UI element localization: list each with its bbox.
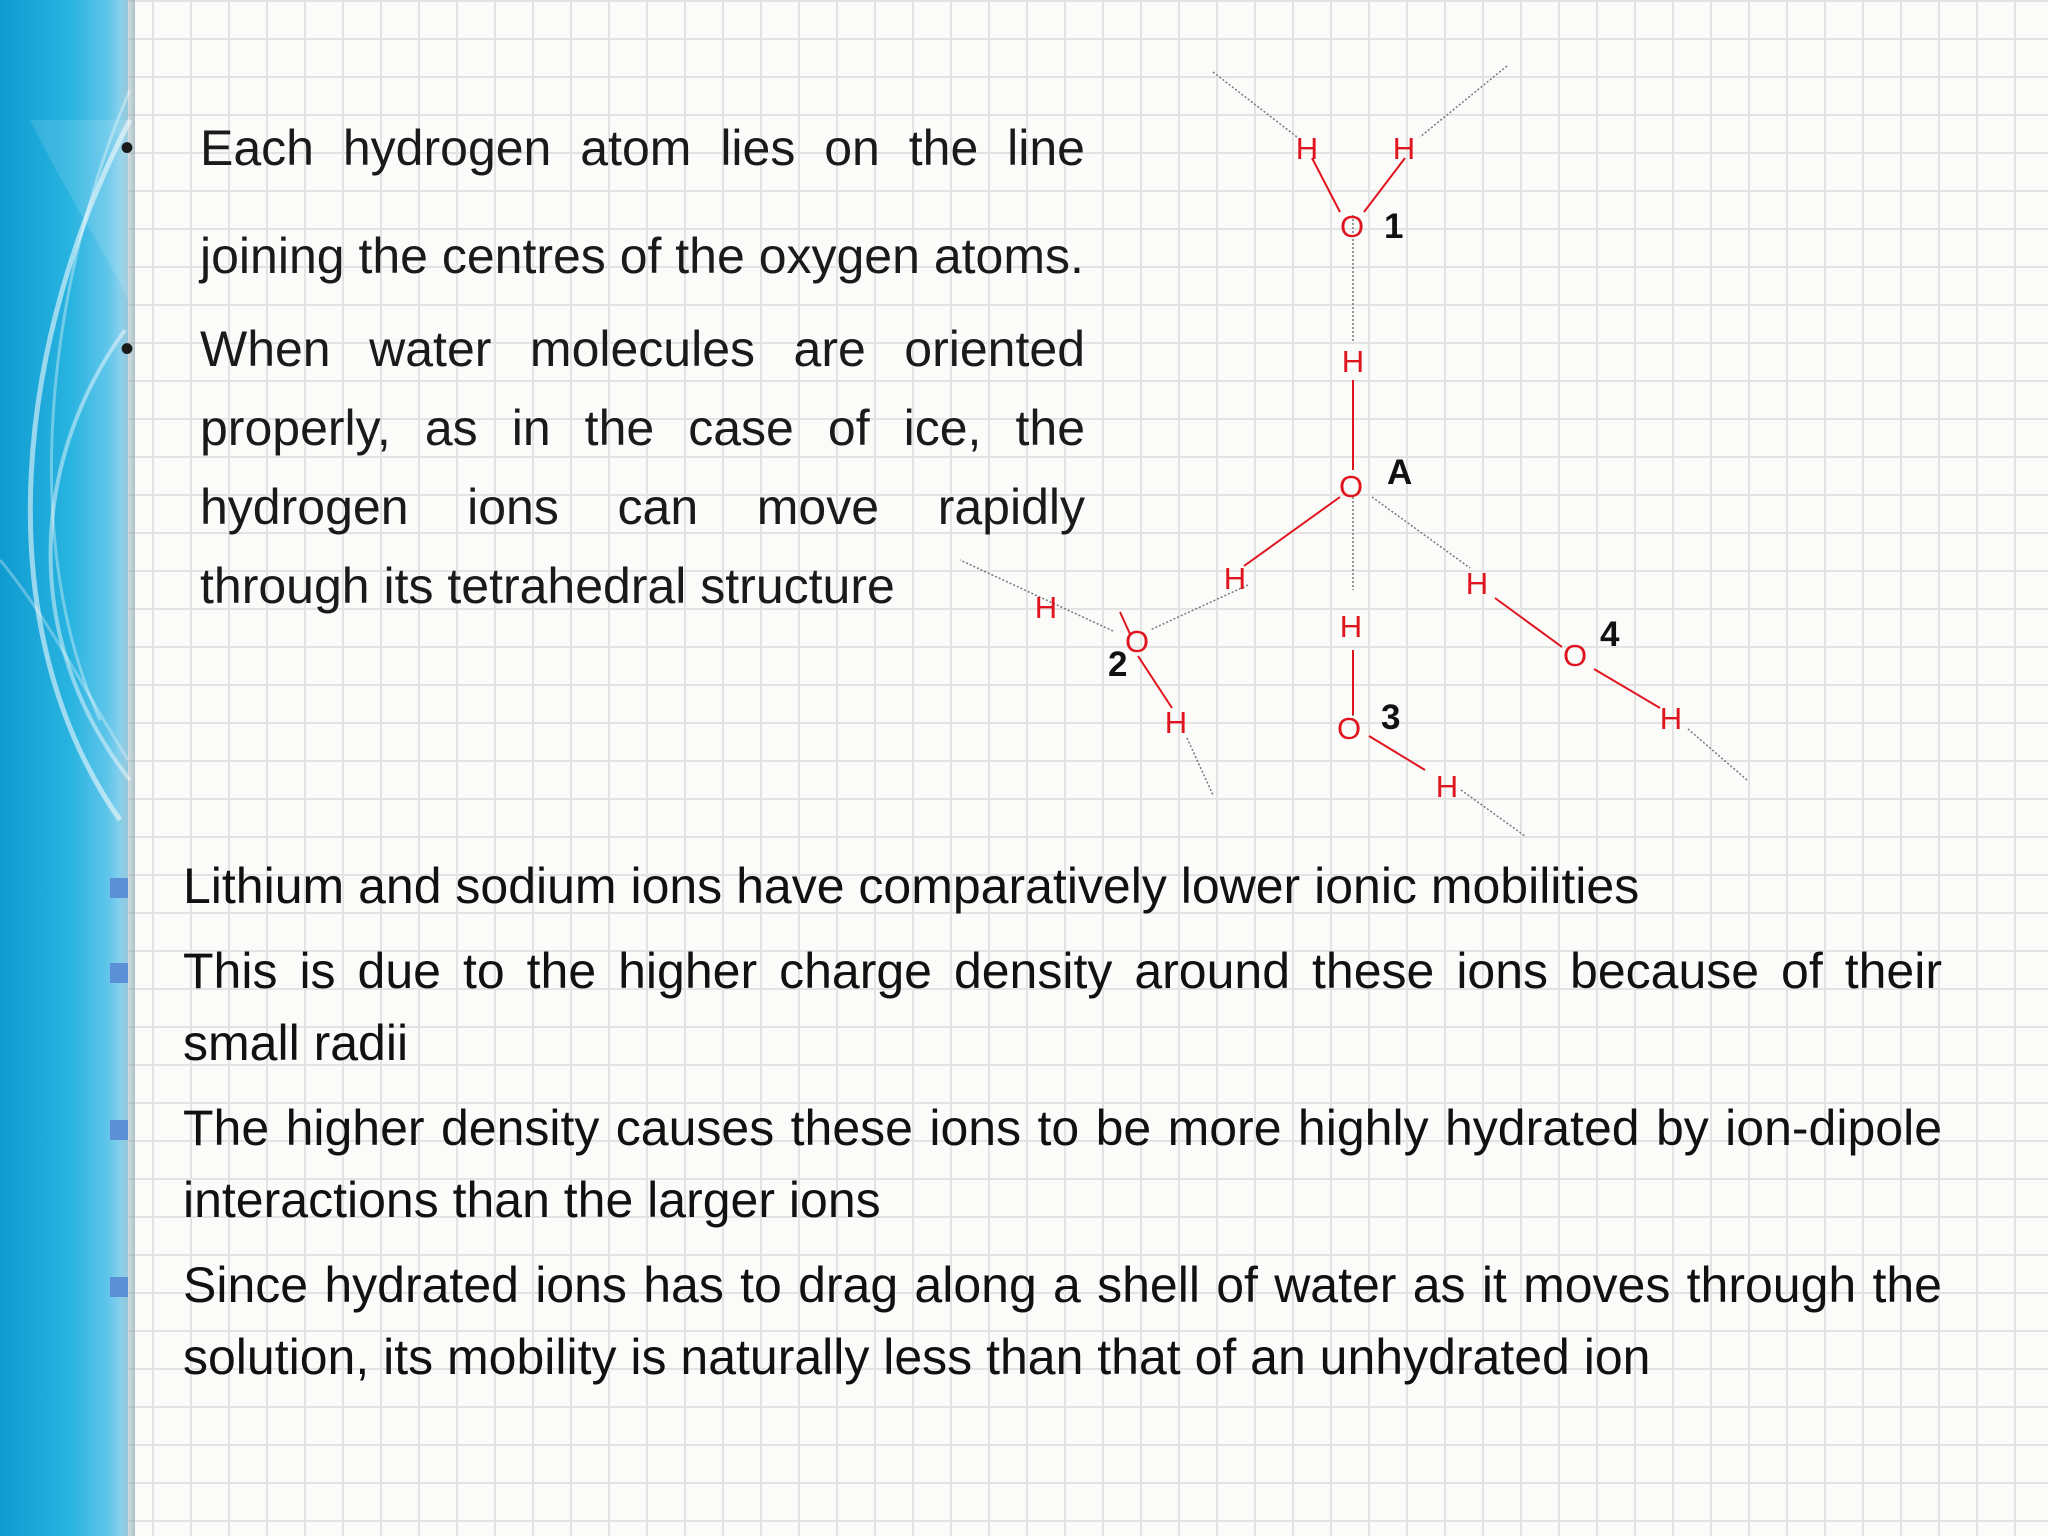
oxygen-atom-1: O	[1339, 209, 1365, 244]
molecule-label-3: 3	[1381, 698, 1401, 737]
molecule-numbers	[1108, 207, 1620, 737]
hydrogen-atom: H	[1435, 769, 1459, 804]
oxygen-atom-2: O	[1124, 624, 1150, 659]
molecule-label-2: 2	[1108, 645, 1128, 684]
bullet-mobility	[110, 1249, 1942, 1393]
hydrogen-atom: H	[1295, 131, 1319, 166]
bullet-ice-orientation: • When water molecules are oriented properly, as in the case of ice, the hydrogen ions can move rapidly through its tetrahedral structure	[120, 310, 1085, 626]
bullet-hydrogen-line: • Each hydrogen atom lies on the line joining the centres of the oxygen atoms.	[120, 94, 1085, 310]
bullet-text: Lithium and sodium ions have comparatively lower ionic mobilities	[183, 858, 1640, 914]
molecule-label-4: 4	[1600, 615, 1620, 654]
square-bullet-icon	[110, 1277, 128, 1297]
bullet-text: The higher density causes these ions to be more highly hydrated by ion-dipole interactions than the larger ions	[183, 1100, 1942, 1228]
bullet-lithium-sodium	[110, 850, 1942, 922]
oxygen-atom-4: O	[1562, 638, 1588, 673]
oxygen-atom-3: O	[1336, 711, 1362, 746]
hydrogen-atom: H	[1659, 701, 1683, 736]
square-bullet-icon	[110, 878, 128, 898]
square-bullet-icon	[110, 1120, 128, 1140]
hydrogen-atom: H	[1164, 705, 1188, 740]
hydrogen-atom: H	[1465, 566, 1489, 601]
molecule-label-a: A	[1387, 453, 1413, 492]
bullet-charge-density	[110, 935, 1942, 1079]
bullet-hydration	[110, 1092, 1942, 1236]
hydrogen-atom: H	[1034, 590, 1058, 625]
hydrogen-atom: H	[1341, 344, 1365, 379]
hydrogen-atom: H	[1392, 131, 1416, 166]
hydrogen-atom: H	[1223, 561, 1247, 596]
bottom-bullet-list	[110, 850, 1942, 1406]
hydrogen-atom: H	[1339, 609, 1363, 644]
molecule-label-1: 1	[1384, 207, 1404, 246]
atoms	[1035, 131, 1682, 804]
bullet-text: Since hydrated ions has to drag along a shell of water as it moves through the solution, its mobility is naturally less than that of an unhydrated ion	[183, 1257, 1942, 1385]
bullet-text: This is due to the higher charge density around these ions because of their small radii	[183, 943, 1942, 1071]
oxygen-atom-a: O	[1338, 469, 1364, 504]
square-bullet-icon	[110, 963, 128, 983]
